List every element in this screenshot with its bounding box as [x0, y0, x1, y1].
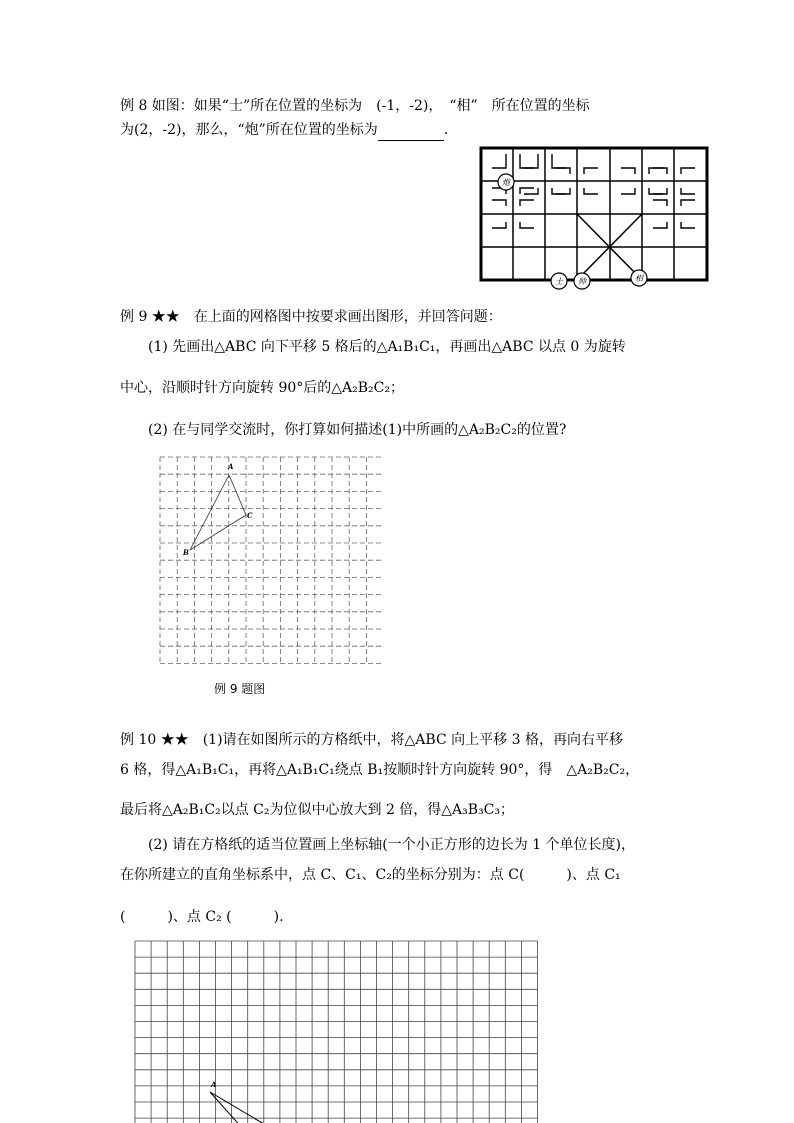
ex9-q1b: 中心，沿顺时针方向旋转 90°后的△A₂B₂C₂； [120, 380, 404, 396]
ex9-q1a: (1) 先画出△ABC 向下平移 5 格后的△A₁B₁C₁，再画出△ABC 以点 0 为旋转 [148, 339, 626, 355]
ex10-line3: 最后将△A₂B₁C₂以点 C₂为位似中心放大到 2 倍，得△A₃B₃C₃； [120, 802, 515, 818]
vertex-b-label: B [183, 548, 189, 557]
ex10-line4: (2) 请在方格纸的适当位置画上坐标轴(一个小正方形的边长为 1 个单位长度)， [148, 837, 636, 853]
pao-label: 炮 [502, 178, 510, 187]
ex10-line1: 例 10 ★★ (1)请在如图所示的方格纸中，将△ABC 向上平移 3 格，再向右平移 [120, 732, 623, 748]
ex8-line2-text: 为(2，-2)，那么，“炮”所在位置的坐标为 [120, 122, 378, 138]
ex9-line1: 例 9 ★★ 在上面的网格图中按要求画出图形，并回答问题： [120, 309, 502, 325]
ex9-grid-figure [158, 455, 382, 665]
vertex-a-label: A [211, 1080, 217, 1089]
ex8-line2 [120, 120, 448, 141]
ex9-caption: 例 9 题图 [214, 682, 266, 696]
chessboard-figure [476, 144, 712, 292]
ex9-q2: (2) 在与同学交流时，你打算如何描述(1)中所画的△A₂B₂C₂的位置? [148, 422, 567, 438]
answer-blank [378, 120, 444, 141]
vertex-a-label: A [228, 462, 234, 471]
ex8-line2-end: . [443, 122, 449, 138]
vertex-c-label: C [247, 511, 253, 520]
xiang-label: 相 [635, 274, 643, 283]
ex10-line2: 6 格，得△A₁B₁C₁，再将△A₁B₁C₁绕点 B₁按顺时针方向旋转 90°，得 △A₂B₂C₂， [120, 762, 640, 778]
ex10-grid-figure [134, 940, 538, 1123]
ex8-line1: 例 8 如图：如果“士”所在位置的坐标为 (-1，-2)， “相” 所在位置的坐标 [120, 98, 590, 114]
shi-label: 士 [555, 277, 563, 286]
shuai-label: 帅 [578, 277, 586, 286]
ex10-line6: ( )、点 C₂ ( ). [120, 909, 284, 925]
ex10-line5: 在你所建立的直角坐标系中，点 C、C₁、C₂的坐标分别为：点 C( )、点 C₁ [120, 867, 621, 883]
